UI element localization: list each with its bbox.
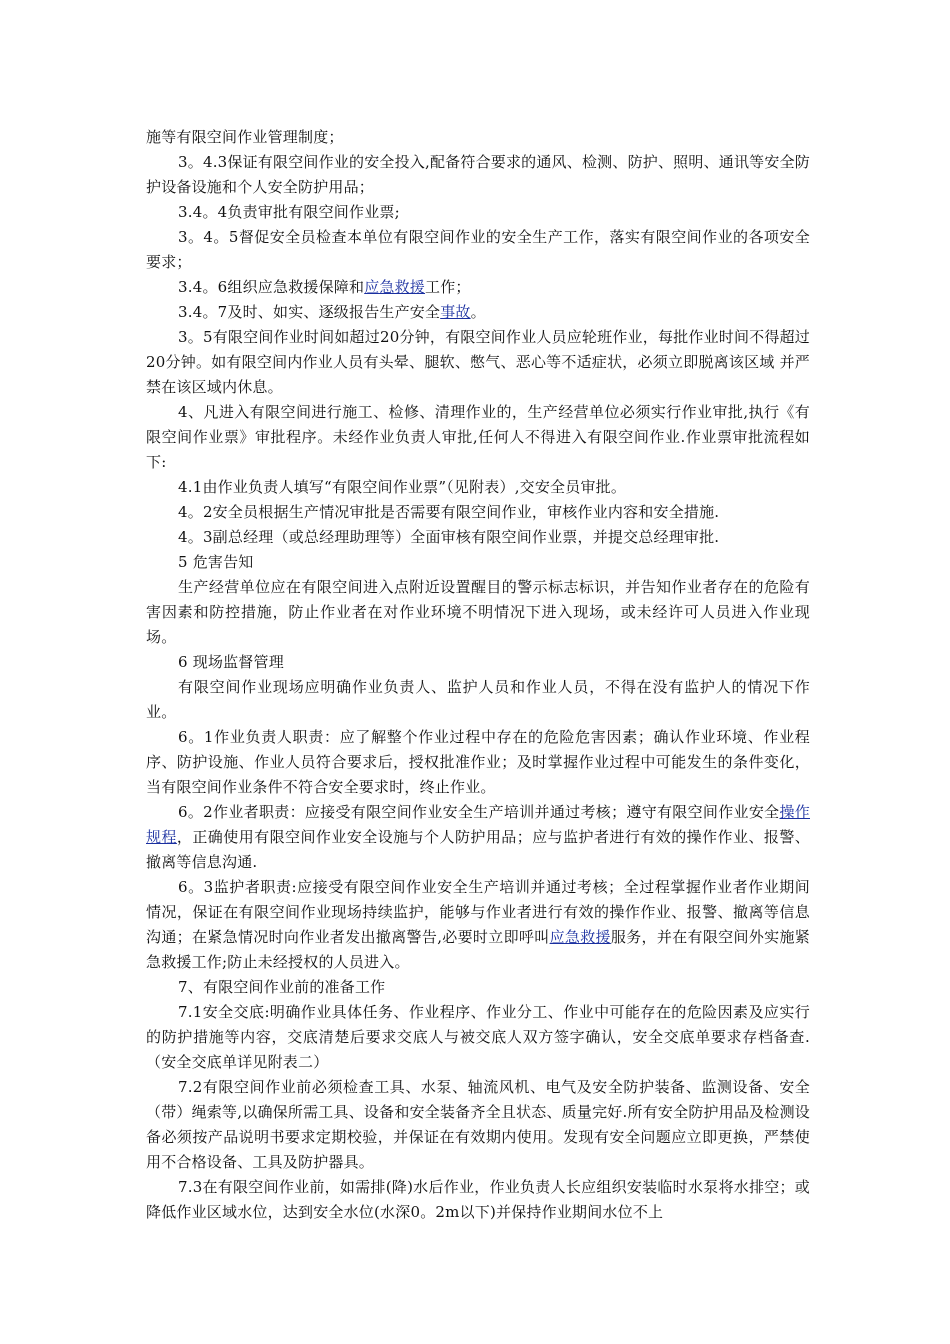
paragraph-text: 3.4。7及时、如实、逐级报告生产安全 (178, 303, 441, 321)
paragraph (146, 875, 810, 975)
paragraph-text: 5 危害告知 (178, 553, 254, 571)
paragraph (146, 525, 810, 550)
paragraph-text: 3。4.3保证有限空间作业的安全投入,配备符合要求的通风、检测、防护、照明、通讯等安全防护设备设施和个人安全防护用品； (146, 153, 810, 196)
paragraph (146, 300, 810, 325)
paragraph-text: 。 (470, 303, 486, 321)
document-body (146, 125, 810, 1225)
paragraph (146, 125, 810, 150)
paragraph-text: 4、凡进入有限空间进行施工、检修、清理作业的，生产经营单位必须实行作业审批,执行《有限空间作业票》审批程序。未经作业负责人审批,任何人不得进入有限空间作业.作业票审批流程如下: (146, 403, 810, 471)
paragraph (146, 400, 810, 475)
paragraph (146, 225, 810, 275)
paragraph-text: 3。4。5督促安全员检查本单位有限空间作业的安全生产工作，落实有限空间作业的各项安全要求； (146, 228, 810, 271)
paragraph-text: 施等有限空间作业管理制度； (146, 128, 344, 146)
paragraph-text: 生产经营单位应在有限空间进入点附近设置醒目的警示标志标识，并告知作业者存在的危险有害因素和防控措施，防止作业者在对作业环境不明情况下进入现场，或未经许可人员进入作业现场。 (146, 578, 810, 646)
paragraph (146, 275, 810, 300)
paragraph-text: 6 现场监督管理 (178, 653, 284, 671)
paragraph-text: 3.4。6组织应急救援保障和 (178, 278, 365, 296)
paragraph (146, 500, 810, 525)
paragraph (146, 800, 810, 875)
paragraph (146, 325, 810, 400)
paragraph-text: 4.1由作业负责人填写“有限空间作业票”（见附表）,交安全员审批。 (178, 478, 627, 496)
paragraph-text: 工作； (425, 278, 471, 296)
hyperlink[interactable]: 操作规程 (146, 803, 810, 846)
paragraph-text: 6。2作业者职责：应接受有限空间作业安全生产培训并通过考核；遵守有限空间作业安全 (178, 803, 780, 821)
paragraph-text: 6。1作业负责人职责：应了解整个作业过程中存在的危险危害因素；确认作业环境、作业程序、防护设施、作业人员符合要求后，授权批准作业；及时掌握作业过程中可能发生的条件变化，当有限空间作业条件不符合安全要求时，终止作业。 (146, 728, 810, 796)
paragraph-text: 4。3副总经理（或总经理助理等）全面审核有限空间作业票，并提交总经理审批. (178, 528, 720, 546)
hyperlink[interactable]: 事故 (440, 303, 471, 321)
paragraph (146, 550, 810, 575)
paragraph-text: 7.2有限空间作业前必须检查工具、水泵、轴流风机、电气及安全防护装备、监测设备、安全（带）绳索等,以确保所需工具、设备和安全装备齐全且状态、质量完好.所有安全防护用品及检测设备必须按产品说明书要求定期校验，并保证在有效期内使用。发现有安全问题应立即更换，严禁使用不合格设备、工具及防护器具。 (146, 1078, 810, 1171)
hyperlink[interactable]: 应急救援 (549, 928, 611, 946)
paragraph (146, 200, 810, 225)
paragraph (146, 650, 810, 675)
paragraph (146, 575, 810, 650)
paragraph (146, 150, 810, 200)
paragraph (146, 475, 810, 500)
paragraph (146, 975, 810, 1000)
paragraph-text: 3。5有限空间作业时间如超过20分钟，有限空间作业人员应轮班作业，每批作业时间不得超过20分钟。如有限空间内作业人员有头晕、腿软、憋气、恶心等不适症状，必须立即脱离该区域 并严禁在该区域内休息。 (146, 328, 810, 396)
paragraph (146, 1075, 810, 1175)
paragraph-text: 7、有限空间作业前的准备工作 (178, 978, 386, 996)
paragraph-text: 4。2安全员根据生产情况审批是否需要有限空间作业，审核作业内容和安全措施. (178, 503, 720, 521)
paragraph (146, 1000, 810, 1075)
paragraph (146, 675, 810, 725)
paragraph (146, 725, 810, 800)
hyperlink[interactable]: 应急救援 (364, 278, 426, 296)
paragraph-text: 有限空间作业现场应明确作业负责人、监护人员和作业人员，不得在没有监护人的情况下作业。 (146, 678, 810, 721)
paragraph-text: 3.4。4负责审批有限空间作业票; (178, 203, 400, 221)
paragraph-text: ，正确使用有限空间作业安全设施与个人防护用品；应与监护者进行有效的操作作业、报警、撤离等信息沟通. (146, 828, 810, 871)
paragraph (146, 1175, 810, 1225)
paragraph-text: 7.1安全交底:明确作业具体任务、作业程序、作业分工、作业中可能存在的危险因素及应实行的防护措施等内容，交底清楚后要求交底人与被交底人双方签字确认，安全交底单要求存档备查.（安全交底单详见附表二） (146, 1003, 810, 1071)
paragraph-text: 服务，并在有限空间外实施紧急救援工作;防止未经授权的人员进入。 (146, 928, 811, 971)
paragraph-text: 6。3监护者职责:应接受有限空间作业安全生产培训并通过考核；全过程掌握作业者作业期间情况，保证在有限空间作业现场持续监护，能够与作业者进行有效的操作作业、报警、撤离等信息沟通；在紧急情况时向作业者发出撤离警告,必要时立即呼叫 (146, 878, 810, 946)
paragraph-text: 7.3在有限空间作业前，如需排(降)水后作业，作业负责人长应组织安装临时水泵将水排空；或降低作业区域水位，达到安全水位(水深0。2m以下)并保持作业期间水位不上 (146, 1178, 810, 1221)
